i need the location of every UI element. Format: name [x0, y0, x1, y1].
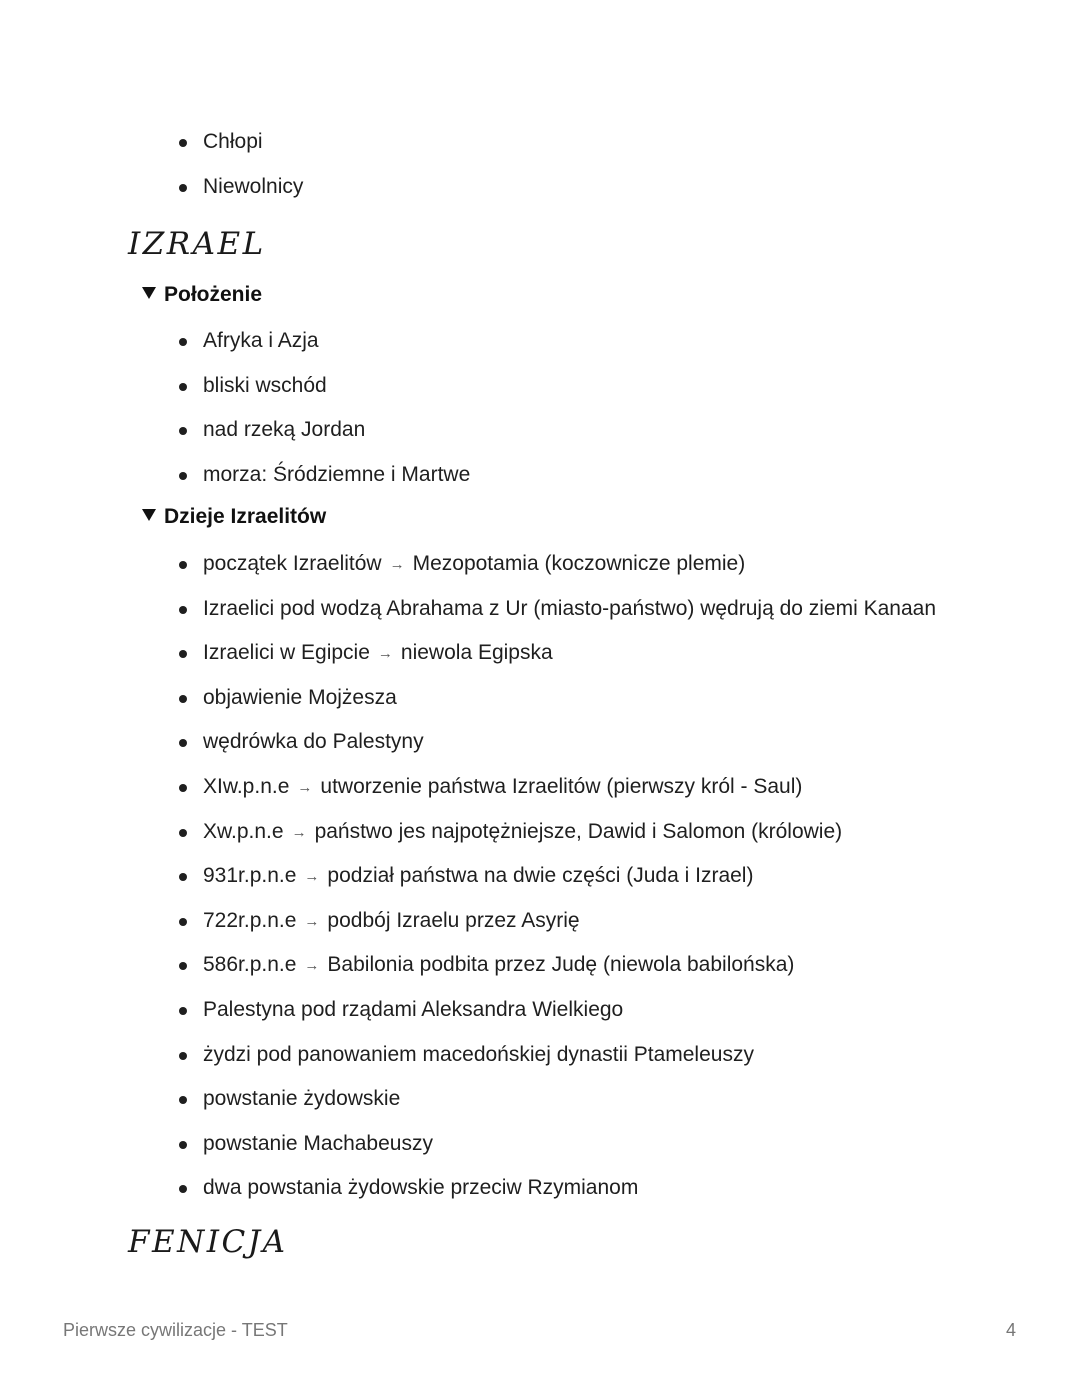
right-arrow-icon: → [304, 957, 320, 975]
list-item: powstanie Machabeuszy [0, 1131, 936, 1176]
bullet-icon [179, 873, 187, 881]
bullet-icon [179, 829, 187, 837]
right-arrow-icon: → [297, 778, 313, 796]
bullet-icon [179, 1052, 187, 1060]
toggle-dzieje[interactable] [142, 505, 326, 529]
list-item: Chłopi [0, 129, 303, 174]
bullet-icon [179, 784, 187, 792]
list-item: Izraelici w Egipcie → niewola Egipska [0, 640, 936, 685]
toggle-label: Dzieje Izraelitów [164, 505, 327, 528]
bullet-icon [179, 739, 187, 747]
section-title-izrael: IZRAEL [128, 226, 266, 262]
list-item: 722r.p.n.e → podbój Izraelu przez Asyrię [0, 908, 936, 953]
bullet-icon [179, 1007, 187, 1015]
bullet-icon [179, 650, 187, 658]
toggle-label: Położenie [164, 283, 263, 306]
list-item: Palestyna pod rządami Aleksandra Wielkiego [0, 997, 936, 1042]
top-bullet-list [0, 129, 303, 218]
right-arrow-icon: → [377, 645, 393, 663]
bullet-icon [179, 1185, 187, 1193]
list-item: Niewolnicy [0, 174, 303, 219]
footer-page-number: 4 [1005, 1320, 1016, 1340]
list-item: Xw.p.n.e → państwo jes najpotężniejsze, Dawid i Salomon (królowie) [0, 819, 936, 864]
bullet-icon [179, 427, 187, 435]
bullet-icon [179, 962, 187, 970]
right-arrow-icon: → [304, 912, 320, 930]
bullet-icon [179, 561, 187, 569]
toggle-triangle-icon [142, 287, 156, 299]
toggle-triangle-icon [142, 509, 156, 521]
list-item: wędrówka do Palestyny [0, 729, 936, 774]
bullet-icon [179, 918, 187, 926]
bullet-icon [179, 338, 187, 346]
list-item: nad rzeką Jordan [0, 417, 470, 462]
right-arrow-icon: → [304, 868, 320, 886]
list-item: morza: Śródziemne i Martwe [0, 462, 470, 507]
list-item: 586r.p.n.e → Babilonia podbita przez Judę (niewola babilońska) [0, 952, 936, 997]
list-item: żydzi pod panowaniem macedońskiej dynastii Ptameleuszy [0, 1042, 936, 1087]
list-item: bliski wschód [0, 373, 470, 418]
bullet-icon [179, 472, 187, 480]
bullet-icon [179, 695, 187, 703]
right-arrow-icon: → [291, 823, 307, 841]
list-item: objawienie Mojżesza [0, 685, 936, 730]
toggle-polozenie[interactable] [142, 283, 262, 307]
bullet-icon [179, 606, 187, 614]
right-arrow-icon: → [389, 556, 405, 573]
list-item: dwa powstania żydowskie przeciw Rzymianom [0, 1175, 936, 1220]
bullet-icon [179, 383, 187, 391]
list-item: początek Izraelitów → Mezopotamia (koczownicze plemie) [0, 551, 936, 596]
bullet-icon [179, 1141, 187, 1149]
polozenie-list [0, 328, 470, 506]
dzieje-list [0, 551, 936, 1220]
list-item: 931r.p.n.e → podział państwa na dwie części (Juda i Izrael) [0, 863, 936, 908]
list-item: Afryka i Azja [0, 328, 470, 373]
list-item: powstanie żydowskie [0, 1086, 936, 1131]
bullet-icon [179, 139, 187, 147]
bullet-icon [179, 1096, 187, 1104]
footer-document-title: Pierwsze cywilizacje - TEST [63, 1320, 288, 1340]
list-item: XIw.p.n.e → utworzenie państwa Izraelitów (pierwszy król - Saul) [0, 774, 936, 819]
bullet-icon [179, 184, 187, 192]
section-title-fenicja: FENICJA [128, 1224, 288, 1260]
list-item: Izraelici pod wodzą Abrahama z Ur (miasto-państwo) wędrują do ziemi Kanaan [0, 596, 936, 641]
